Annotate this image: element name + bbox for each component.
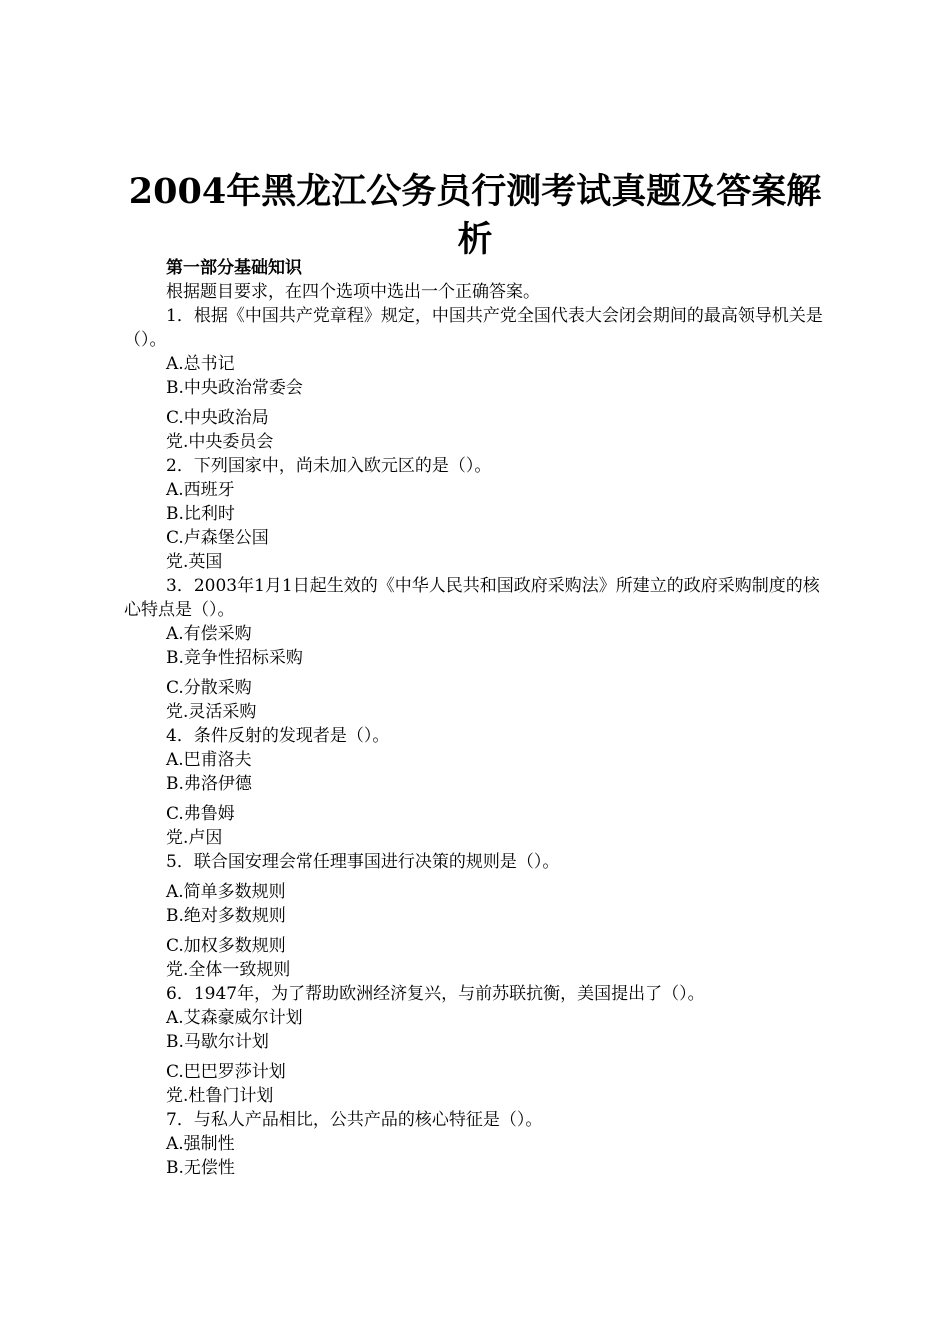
option-2d: 党.英国 [166,552,223,572]
option-6a: A.艾森豪威尔计划 [166,1008,303,1028]
option-4a: A.巴甫洛夫 [166,750,252,770]
question-stem-3: 3．2003年1月1日起生效的《中华人民共和国政府采购法》所建立的政府采购制度的核心特点是（）。 [124,576,820,620]
option-3b: B.竞争性招标采购 [166,648,303,668]
option-7a: A.强制性 [166,1134,235,1154]
option-1c: C.中央政治局 [166,408,269,428]
option-6c: C.巴巴罗莎计划 [166,1062,286,1082]
question-stem-7: 7．与私人产品相比，公共产品的核心特征是（）。 [166,1110,543,1130]
question-stem-5: 5．联合国安理会常任理事国进行决策的规则是（）。 [166,852,560,872]
question-stem-6: 6．1947年，为了帮助欧洲经济复兴，与前苏联抗衡，美国提出了（）。 [166,984,705,1004]
option-1a: A.总书记 [166,354,235,374]
option-4b: B.弗洛伊德 [166,774,252,794]
option-6d: 党.杜鲁门计划 [166,1086,274,1106]
option-2c: C.卢森堡公国 [166,528,269,548]
document-body [124,256,836,1180]
option-3d: 党.灵活采购 [166,702,257,722]
section-heading: 第一部分基础知识 [166,258,302,278]
instruction: 根据题目要求，在四个选项中选出一个正确答案。 [166,282,540,302]
option-2b: B.比利时 [166,504,235,524]
question-stem-1: 1．根据《中国共产党章程》规定，中国共产党全国代表大会闭会期间的最高领导机关是（）。 [124,306,823,350]
option-2a: A.西班牙 [166,480,235,500]
option-1d: 党.中央委员会 [166,432,274,452]
option-6b: B.马歇尔计划 [166,1032,269,1052]
option-4c: C.弗鲁姆 [166,804,235,824]
option-5c: C.加权多数规则 [166,936,286,956]
option-3c: C.分散采购 [166,678,252,698]
question-stem-4: 4．条件反射的发现者是（）。 [166,726,390,746]
document-title: 2004年黑龙江公务员行测考试真题及答案解析 [128,171,822,260]
option-5d: 党.全体一致规则 [166,960,291,980]
option-3a: A.有偿采购 [166,624,252,644]
option-7b: B.无偿性 [166,1158,235,1178]
option-5b: B.绝对多数规则 [166,906,286,926]
option-4d: 党.卢因 [166,828,223,848]
question-stem-2: 2．下列国家中，尚未加入欧元区的是（）。 [166,456,492,476]
option-1b: B.中央政治常委会 [166,378,303,398]
option-5a: A.简单多数规则 [166,882,286,902]
